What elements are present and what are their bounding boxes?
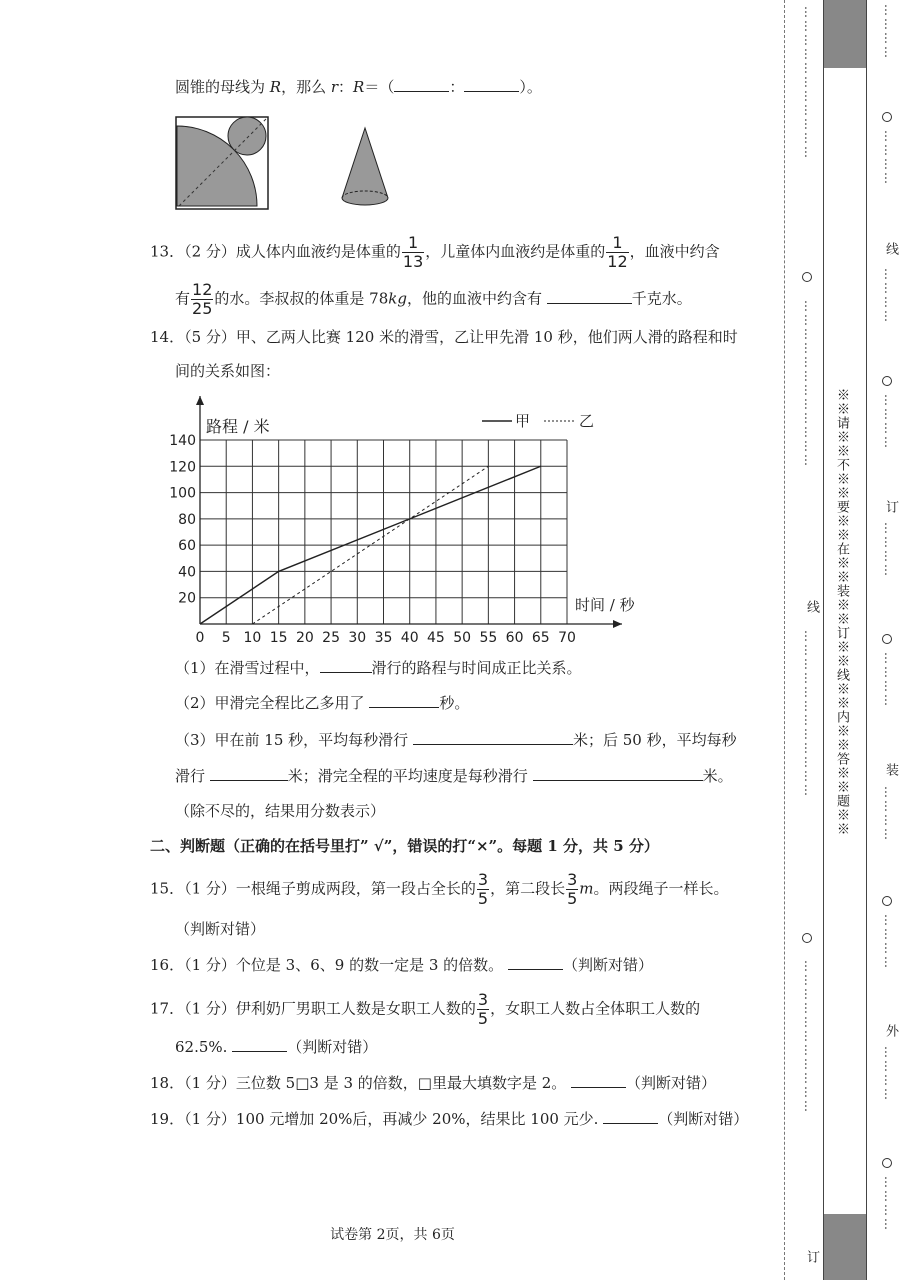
outer-zhuang-label: 装	[883, 763, 898, 776]
q14-p1-text-b: 滑行的路程与时间成正比关系。	[371, 659, 582, 677]
section2-heading: 二、判断题（正确的在括号里打” √”，错误的打“×”。每题 1 分，共 5 分）	[150, 837, 659, 855]
outer-dots-10: ⋯⋯⋯⋯	[879, 1176, 893, 1232]
q14-p3-blank-1[interactable]	[413, 729, 573, 745]
q19-judge: （判断对错）	[658, 1110, 749, 1128]
x-tick-label: 60	[505, 630, 524, 646]
outer-circle-4	[882, 896, 892, 906]
q17-frac	[477, 991, 489, 1028]
outer-wai-label: 外	[883, 1024, 898, 1037]
q13-text-d: 有	[175, 289, 191, 308]
q14-part3-line2	[175, 765, 733, 787]
q13-frac1	[402, 234, 424, 271]
q17-text-b: ，女职工人数占全体职工人数的	[490, 999, 701, 1018]
x-tick-label: 10	[243, 630, 262, 646]
q17-line1	[150, 991, 700, 1028]
q12-text-d: ）。	[519, 78, 542, 96]
q15-frac2-den: 5	[567, 889, 578, 908]
q17-text-a: 17．（1 分）伊利奶厂男职工人数是女职工人数的	[150, 999, 476, 1018]
q18-blank[interactable]	[571, 1072, 626, 1088]
y-tick-label: 140	[169, 433, 196, 449]
q13-frac3	[191, 281, 213, 318]
q14-p3-blank-3[interactable]	[533, 765, 703, 781]
q19-blank[interactable]	[603, 1108, 658, 1124]
q12-R2: R	[353, 78, 365, 96]
q13-frac1-den: 13	[402, 252, 424, 271]
no-answer-warning: ※※请※※不※※要※※在※※装※※订※※线※※内※※答※※题※※	[834, 388, 849, 836]
y-tick-label: 40	[178, 564, 196, 581]
outer-circle-1	[882, 112, 892, 122]
inner-dots-1: ⋯⋯⋯⋯⋯⋯⋯⋯⋯⋯⋯	[799, 6, 813, 160]
outer-ding-label: 订	[883, 500, 898, 513]
sector-circle-figure	[175, 116, 269, 210]
x-tick-label: 0	[195, 630, 205, 646]
q12-r: r	[330, 78, 339, 96]
q16-text: 16．（1 分）个位是 3、6、9 的数一定是 3 的倍数。	[150, 956, 504, 974]
q13-frac2-num: 1	[612, 233, 623, 252]
q15-line1	[150, 871, 729, 908]
legend-label-yi: 乙	[579, 412, 595, 430]
q13-kg: kg	[388, 289, 407, 308]
q19-text: 19．（1 分）100 元增加 20%后，再减少 20%，结果比 100 元少.	[150, 1110, 599, 1128]
y-tick-label: 120	[169, 459, 196, 476]
q15-text-b: ，第二段长	[490, 879, 566, 898]
q12-R1: R	[269, 78, 282, 96]
q17-blank[interactable]	[232, 1036, 287, 1052]
distance-time-chart	[160, 388, 660, 648]
outer-circle-2	[882, 376, 892, 386]
q14-part3-line1	[175, 729, 737, 751]
q18-text: 18．（1 分）三位数 5□3 是 3 的倍数，□里最大填数字是 2。	[150, 1074, 567, 1092]
outer-circle-5	[882, 1158, 892, 1168]
x-tick-label: 30	[348, 630, 367, 646]
outer-xian-label: 线	[883, 242, 898, 255]
q13-blank[interactable]	[547, 288, 632, 304]
q13-frac2-den: 12	[607, 252, 628, 271]
q14-p2-text-b: 秒。	[439, 694, 470, 712]
q12-text-c: ＝（	[364, 78, 395, 96]
q13-text-g: 千克水。	[631, 289, 692, 308]
x-axis-arrow	[613, 620, 622, 628]
x-tick-label: 50	[453, 630, 472, 646]
q17-line2	[175, 1036, 377, 1058]
inner-dots-2: ⋯⋯⋯⋯⋯⋯⋯⋯⋯⋯⋯⋯	[799, 300, 813, 468]
q12-blank-2[interactable]	[464, 76, 519, 92]
y-tick-label: 60	[178, 538, 196, 555]
q15-m: m	[579, 879, 594, 898]
q14-p3-text-b: 米；后 50 秒，平均每秒	[572, 731, 737, 749]
q13-text-f: ，他的血液中约含有	[406, 289, 542, 308]
q17-text-c: 62.5%.	[175, 1038, 228, 1056]
q14-line2: 间的关系如图：	[175, 362, 281, 380]
q13-line1	[150, 234, 720, 271]
q18	[150, 1072, 716, 1094]
x-tick-label: 15	[269, 630, 288, 646]
q13-text-b: ，儿童体内血液约是体重的	[425, 242, 606, 261]
legend-label-jia: 甲	[515, 412, 531, 430]
y-axis-title: 路程 / 米	[206, 417, 270, 436]
q15-text-c: 。两段绳子一样长。	[593, 879, 729, 898]
q13-frac2	[606, 234, 628, 271]
q12-text-a: 圆锥的母线为	[175, 78, 270, 96]
q14-p3-text-d: 米；滑完全程的平均速度是每秒滑行	[287, 767, 528, 785]
q15-frac1-den: 5	[477, 889, 489, 908]
q14-p3-text-e: 米。	[702, 767, 733, 785]
cut-line	[784, 0, 785, 1280]
inner-ding-label: 订	[804, 1250, 819, 1263]
x-tick-label: 25	[322, 630, 340, 646]
x-tick-label: 65	[531, 630, 550, 646]
q16	[150, 954, 653, 976]
q14-p1-blank[interactable]	[320, 657, 372, 673]
inner-circle-1	[802, 272, 812, 282]
q13-line2	[175, 281, 692, 318]
q14-line1: 14．（5 分）甲、乙两人比赛 120 米的滑雪，乙让甲先滑 10 秒，他们两人滑的路程和时	[150, 328, 738, 346]
outer-dots-8: ⋯⋯⋯⋯	[879, 914, 893, 970]
outer-dots-2: ⋯⋯⋯⋯	[879, 130, 893, 186]
q14-p3-text-c: 滑行	[175, 767, 206, 785]
binding-strip-top	[824, 0, 866, 68]
q14-p1-text-a: （1）在滑雪过程中，	[175, 659, 320, 677]
q15-frac2	[566, 871, 578, 908]
q13-frac3-den: 25	[192, 299, 213, 318]
inner-circle-2	[802, 933, 812, 943]
q15-judge: （判断对错）	[175, 920, 266, 938]
q18-judge: （判断对错）	[626, 1074, 717, 1092]
q13-text-e: 的水。李叔叔的体重是 78	[214, 289, 389, 308]
q12-colon: ：	[338, 78, 354, 96]
outer-dots-9: ⋯⋯⋯⋯	[879, 1046, 893, 1102]
outer-dots-4: ⋯⋯⋯⋯	[879, 394, 893, 450]
q15-text-a: 15．（1 分）一根绳子剪成两段，第一段占全长的	[150, 879, 476, 898]
q17-frac-den: 5	[477, 1009, 489, 1028]
x-axis-title: 时间 / 秒	[575, 596, 635, 614]
x-tick-label: 45	[427, 630, 445, 646]
x-tick-label: 20	[295, 630, 314, 646]
x-tick-label: 40	[400, 630, 419, 646]
q14-part1	[175, 657, 582, 679]
q13-frac3-num: 12	[192, 280, 213, 299]
q12-tail	[175, 76, 542, 98]
outer-dots-7: ⋯⋯⋯⋯	[879, 786, 893, 842]
outer-circle-3	[882, 634, 892, 644]
inner-dots-3: ⋯⋯⋯⋯⋯⋯⋯⋯⋯⋯⋯⋯	[799, 630, 813, 798]
q17-judge: （判断对错）	[287, 1038, 378, 1056]
q15-frac1	[477, 871, 489, 908]
x-tick-label: 35	[374, 630, 393, 646]
q14-p3-text-a: （3）甲在前 15 秒，平均每秒滑行	[175, 731, 409, 749]
binding-strip-bottom	[824, 1214, 866, 1280]
y-axis-arrow	[196, 396, 204, 405]
q13-frac1-num: 1	[407, 233, 419, 252]
q14-note: （除不尽的，结果用分数表示）	[175, 802, 386, 820]
inner-dots-4: ⋯⋯⋯⋯⋯⋯⋯⋯⋯⋯⋯	[799, 960, 813, 1114]
x-tick-label: 55	[479, 630, 498, 646]
q14-p3-blank-2[interactable]	[210, 765, 288, 781]
outer-dots-5: ⋯⋯⋯⋯	[879, 522, 893, 578]
x-tick-label: 5	[221, 630, 231, 646]
x-tick-label: 70	[558, 630, 576, 646]
cone-figure	[338, 126, 394, 212]
q13-text-a: 13．（2 分）成人体内血液约是体重的	[150, 242, 401, 261]
q13-text-c: ，血液中约含	[629, 242, 720, 261]
page-footer: 试卷第 2页，共 6页	[330, 1227, 455, 1243]
q14-part2	[175, 692, 469, 714]
q14-p2-text-a: （2）甲滑完全程比乙多用了	[175, 694, 365, 712]
q15-frac2-num: 3	[567, 870, 578, 889]
outer-dots-6: ⋯⋯⋯⋯	[879, 652, 893, 708]
y-tick-label: 20	[178, 590, 196, 607]
q17-frac-num: 3	[477, 990, 489, 1009]
q14-p2-blank[interactable]	[369, 692, 439, 708]
q16-blank[interactable]	[508, 954, 563, 970]
y-tick-label: 80	[178, 511, 196, 528]
q16-judge: （判断对错）	[562, 956, 653, 974]
q15-frac1-num: 3	[477, 870, 489, 889]
outer-dots-3: ⋯⋯⋯⋯	[879, 268, 893, 324]
q12-inner-colon: ：	[449, 78, 465, 96]
outer-dots-1: ⋯⋯⋯⋯	[879, 4, 893, 60]
q12-text-b: ，那么	[281, 78, 331, 96]
y-tick-label: 100	[169, 485, 196, 502]
q19	[150, 1108, 748, 1130]
q12-blank-1[interactable]	[394, 76, 449, 92]
inner-xian-label: 线	[804, 600, 819, 613]
